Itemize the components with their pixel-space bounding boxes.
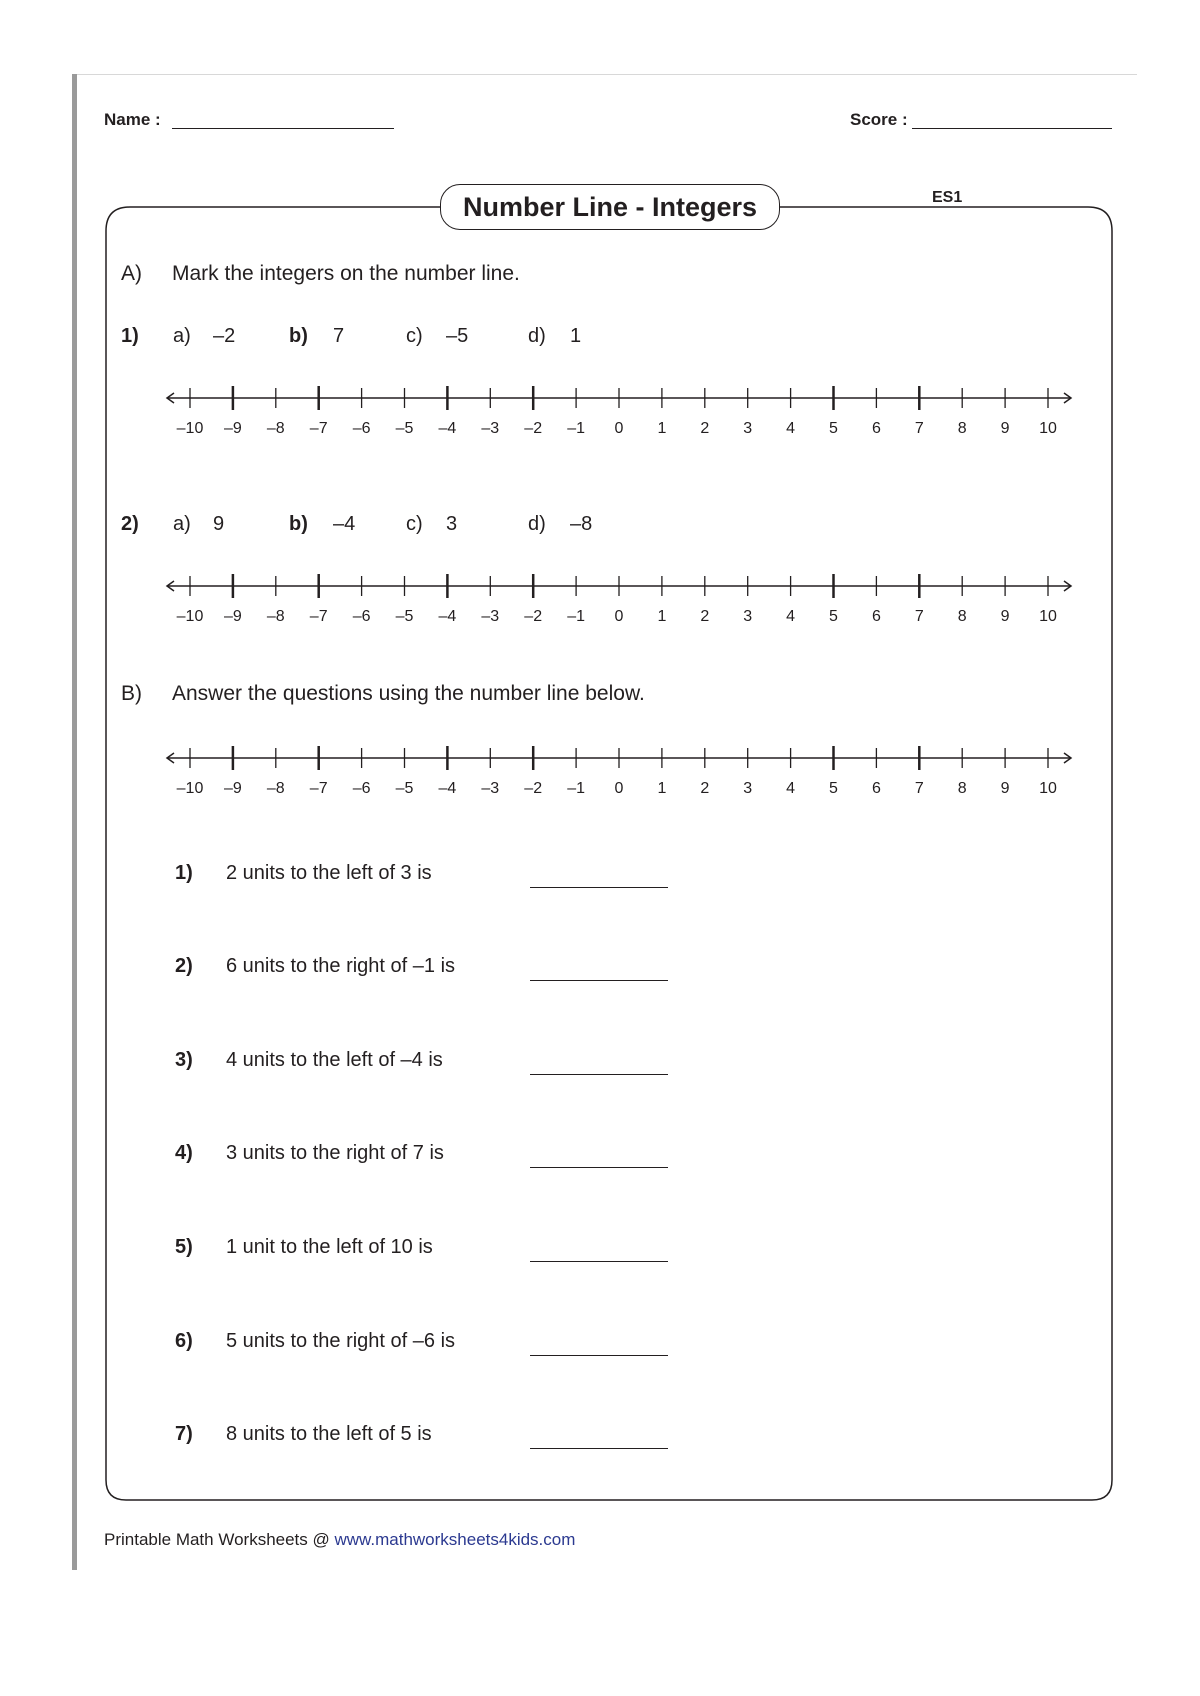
tick-label: 4 <box>786 608 796 625</box>
item-label: a) <box>173 325 191 347</box>
tick-label: –6 <box>352 608 371 625</box>
question-5 <box>175 1236 695 1266</box>
tick-label: 7 <box>914 608 924 625</box>
footer <box>104 1530 575 1550</box>
tick-label: –8 <box>266 420 285 437</box>
answer-blank[interactable] <box>530 1167 668 1168</box>
tick-label: 5 <box>829 608 838 625</box>
tick-label: 1 <box>657 780 667 797</box>
item-value: –5 <box>446 325 469 347</box>
tick-label: 8 <box>957 420 967 437</box>
tick-label: 9 <box>1000 608 1010 625</box>
tick-label: –6 <box>352 780 371 797</box>
question-text: 4 units to the left of –4 is <box>226 1049 443 1071</box>
number-line-svg <box>160 380 1110 440</box>
tick-label: 1 <box>657 420 667 437</box>
number-line-3 <box>160 740 1110 800</box>
tick-label: 5 <box>829 780 838 797</box>
tick-label: –6 <box>352 420 371 437</box>
question-3 <box>175 1049 695 1079</box>
footer-link[interactable]: www.mathworksheets4kids.com <box>334 1530 576 1549</box>
question-text: 6 units to the right of –1 is <box>226 955 456 977</box>
tick-label: 2 <box>700 780 710 797</box>
section-a-instruction <box>121 262 1021 292</box>
question-number: 6) <box>175 1330 193 1352</box>
item-value: 9 <box>213 513 225 535</box>
tick-label: 5 <box>829 420 838 437</box>
tick-label: 3 <box>743 780 753 797</box>
question-number: 3) <box>175 1049 193 1071</box>
tick-label: 6 <box>871 608 881 625</box>
question-number: 4) <box>175 1142 193 1164</box>
tick-label: –5 <box>395 608 414 625</box>
item-value: 3 <box>446 513 458 535</box>
tick-label: –10 <box>176 780 204 797</box>
tick-label: 10 <box>1039 780 1057 797</box>
number-line-svg <box>160 568 1110 628</box>
section-b-instruction <box>121 682 1021 712</box>
tick-label: –1 <box>567 420 585 437</box>
tick-label: –4 <box>438 780 457 797</box>
tick-label: –8 <box>266 780 285 797</box>
problem-1 <box>121 325 821 355</box>
section-a-letter: A) <box>121 262 142 285</box>
tick-label: 0 <box>614 420 624 437</box>
question-text: 5 units to the right of –6 is <box>226 1330 456 1352</box>
answer-blank[interactable] <box>530 1355 668 1356</box>
number-line-1 <box>160 380 1110 440</box>
tick-label: –4 <box>438 608 457 625</box>
tick-label: –9 <box>224 608 242 625</box>
tick-label: 6 <box>871 780 881 797</box>
tick-label: 10 <box>1039 608 1057 625</box>
tick-label: –2 <box>524 420 543 437</box>
item-label: b) <box>289 513 308 535</box>
tick-label: –9 <box>224 780 242 797</box>
section-b-letter: B) <box>121 682 142 705</box>
tick-label: –9 <box>224 420 242 437</box>
tick-label: –5 <box>395 780 414 797</box>
item-label: d) <box>528 325 546 347</box>
tick-label: 0 <box>614 608 624 625</box>
tick-label: –2 <box>524 608 543 625</box>
tick-label: –5 <box>395 420 414 437</box>
tick-label: 4 <box>786 780 796 797</box>
tick-label: 1 <box>657 608 667 625</box>
tick-label: 3 <box>743 420 753 437</box>
tick-label: –1 <box>567 608 585 625</box>
question-number: 7) <box>175 1423 193 1445</box>
item-label: a) <box>173 513 191 535</box>
question-4 <box>175 1142 695 1172</box>
tick-label: 2 <box>700 608 710 625</box>
tick-label: –7 <box>309 780 328 797</box>
tick-label: –2 <box>524 780 543 797</box>
tick-label: 7 <box>914 780 924 797</box>
tick-label: –3 <box>481 420 500 437</box>
tick-label: –10 <box>176 420 204 437</box>
item-label: b) <box>289 325 308 347</box>
question-number: 5) <box>175 1236 193 1258</box>
tick-label: –7 <box>309 420 328 437</box>
answer-blank[interactable] <box>530 1074 668 1075</box>
tick-label: 9 <box>1000 780 1010 797</box>
worksheet-title: Number Line - Integers <box>440 184 780 230</box>
tick-label: 8 <box>957 780 967 797</box>
question-6 <box>175 1330 695 1360</box>
answer-blank[interactable] <box>530 980 668 981</box>
question-text: 2 units to the left of 3 is <box>226 862 432 884</box>
score-label: Score : <box>850 110 908 129</box>
item-value: 7 <box>333 325 345 347</box>
item-label: d) <box>528 513 546 535</box>
item-value: –4 <box>333 513 356 535</box>
question-text: 1 unit to the left of 10 is <box>226 1236 433 1258</box>
item-label: c) <box>406 513 423 535</box>
tick-label: 10 <box>1039 420 1057 437</box>
tick-label: 2 <box>700 420 710 437</box>
question-1 <box>175 862 695 892</box>
item-value: –2 <box>213 325 236 347</box>
question-text: 3 units to the right of 7 is <box>226 1142 444 1164</box>
worksheet-code: ES1 <box>932 189 963 206</box>
answer-blank[interactable] <box>530 887 668 888</box>
question-text: 8 units to the left of 5 is <box>226 1423 432 1445</box>
footer-text: Printable Math Worksheets @ <box>104 1530 335 1549</box>
problem-2 <box>121 513 821 543</box>
answer-blank[interactable] <box>530 1261 668 1262</box>
item-value: –8 <box>570 513 593 535</box>
tick-label: 8 <box>957 608 967 625</box>
name-label: Name : <box>104 110 161 129</box>
question-7 <box>175 1423 695 1453</box>
tick-label: –7 <box>309 608 328 625</box>
number-line-svg <box>160 740 1110 800</box>
tick-label: –8 <box>266 608 285 625</box>
tick-label: 6 <box>871 420 881 437</box>
tick-label: –3 <box>481 780 500 797</box>
tick-label: 7 <box>914 420 924 437</box>
tick-label: 3 <box>743 608 753 625</box>
answer-blank[interactable] <box>530 1448 668 1449</box>
section-a-text: Mark the integers on the number line. <box>172 262 520 285</box>
tick-label: –3 <box>481 608 500 625</box>
number-line-2 <box>160 568 1110 628</box>
tick-label: –1 <box>567 780 585 797</box>
tick-label: 9 <box>1000 420 1010 437</box>
section-b-text: Answer the questions using the number line below. <box>172 682 645 705</box>
tick-label: –4 <box>438 420 457 437</box>
question-number: 1) <box>175 862 193 884</box>
question-2 <box>175 955 695 985</box>
item-label: c) <box>406 325 423 347</box>
problem-number: 1) <box>121 325 139 347</box>
tick-label: 4 <box>786 420 796 437</box>
tick-label: 0 <box>614 780 624 797</box>
tick-label: –10 <box>176 608 204 625</box>
problem-number: 2) <box>121 513 139 535</box>
question-number: 2) <box>175 955 193 977</box>
item-value: 1 <box>570 325 582 347</box>
